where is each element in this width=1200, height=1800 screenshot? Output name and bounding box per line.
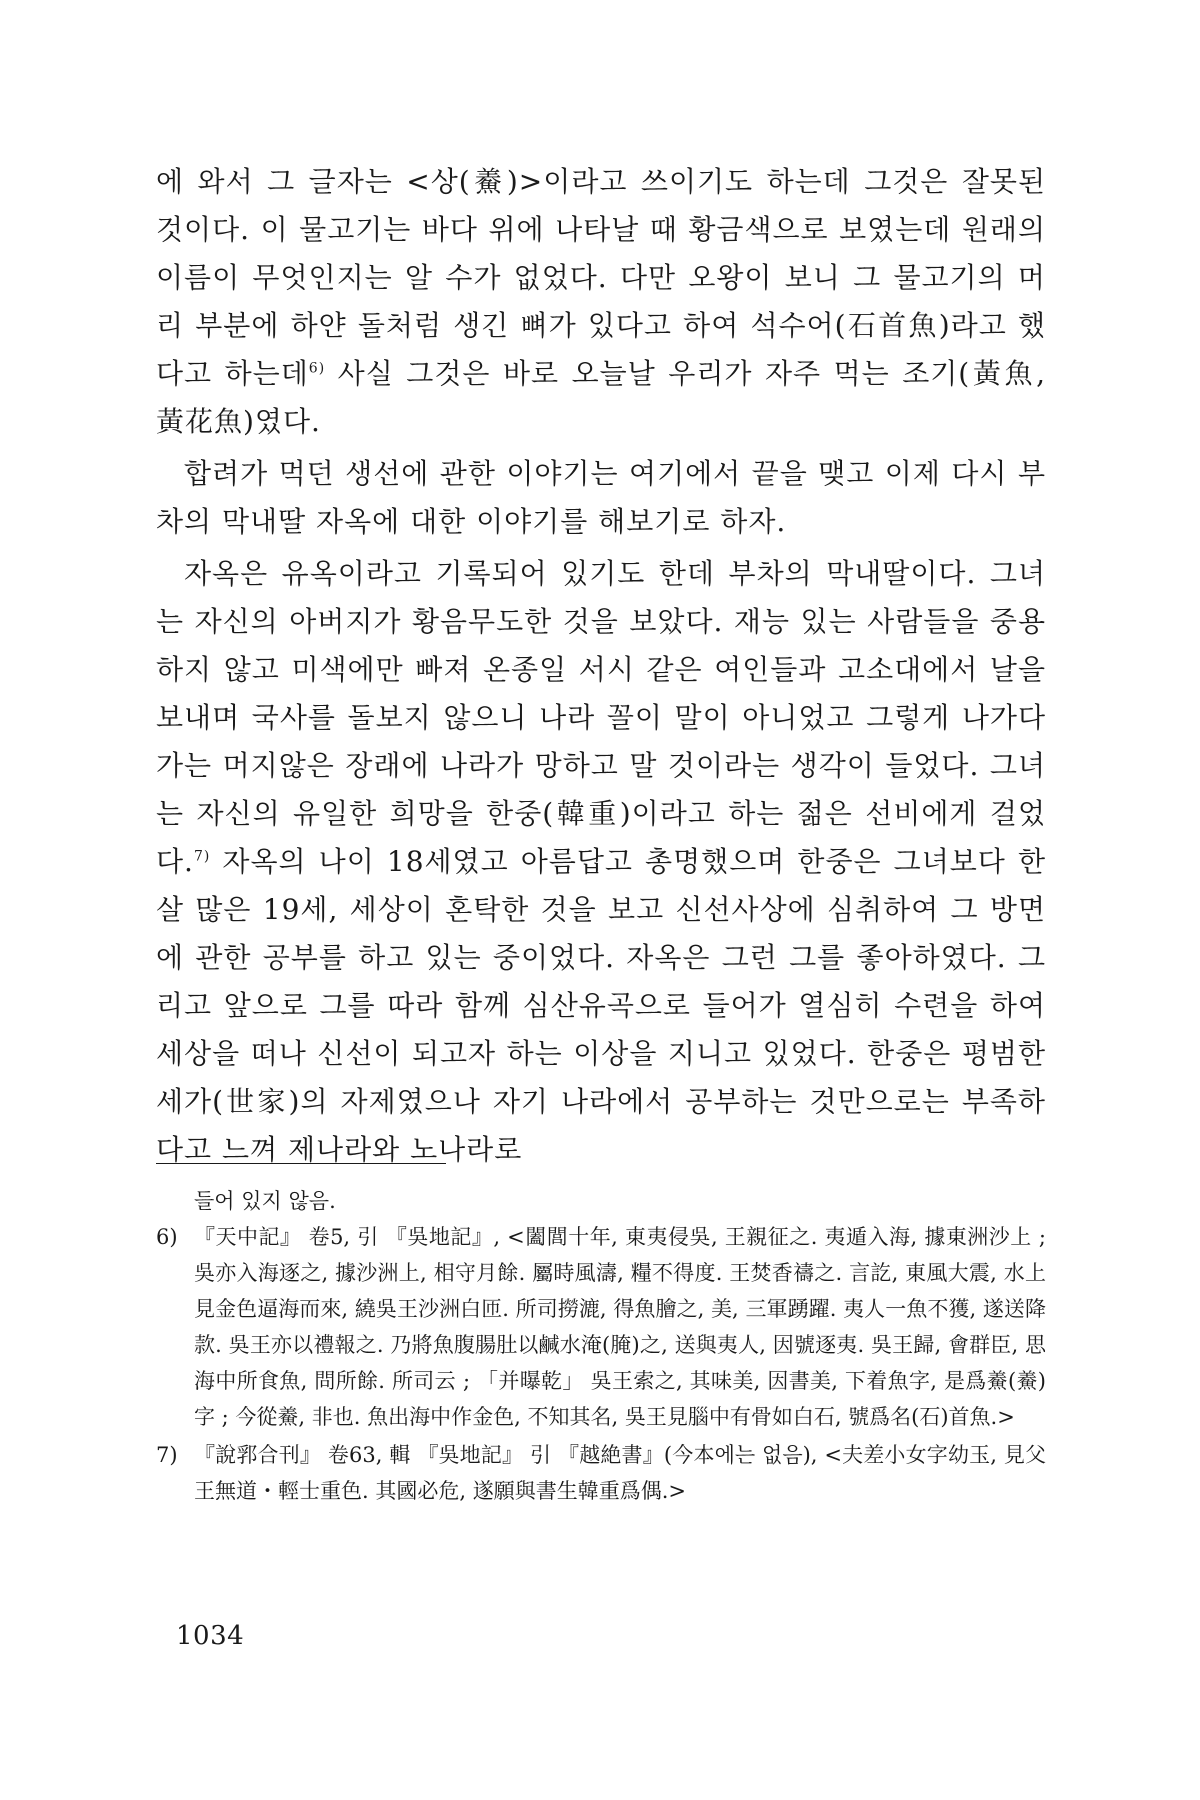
footnote-ref-6: 6)	[308, 360, 326, 377]
footnote-continuation: 들어 있지 않음.	[194, 1189, 336, 1213]
footnote-ref-7: 7)	[193, 848, 211, 865]
paragraph-3	[156, 550, 1046, 1174]
footnote-6	[156, 1219, 1046, 1435]
paragraph-text: 에 와서 그 글자는 <상(鯗)>이라고 쓰이기도 하는데 그것은 잘못된 것이다. 이 물고기는 바다 위에 나타날 때 황금색으로 보였는데 원래의 이름이 무엇인지는 알 수가 없었다. 다만 오왕이 보니 그 물고기의 머리 부분에 하얀 돌처럼 생긴 뼈가 있다고 하여 석수어(石首魚)라고 했다고 하는데	[156, 165, 1046, 390]
footnotes	[156, 1183, 1046, 1511]
footnote-divider	[156, 1163, 446, 1164]
paragraph-text-continued: 자옥의 나이 18세였고 아름답고 총명했으며 한중은 그녀보다 한 살 많은 19세, 세상이 혼탁한 것을 보고 신선사상에 심취하여 그 방면에 관한 공부를 하고 있는 중이었다. 자옥은 그런 그를 좋아하였다. 그리고 앞으로 그를 따라 함께 심산유곡으로 들어가 열심히 수련을 하여 세상을 떠나 신선이 되고자 하는 이상을 지니고 있었다. 한중은 평범한 세가(世家)의 자제였으나 자기 나라에서 공부하는 것만으로는 부족하다고 느껴 제나라와 노나라로	[156, 845, 1046, 1166]
footnote-text: 『天中記』 卷5, 引 『吳地記』, <闔閭十年, 東夷侵吳, 王親征之. 夷遁入海, 據東洲沙上 ; 吳亦入海逐之, 據沙洲上, 相守月餘. 屬時風濤, 糧不得度. 王焚香禱之. 言訖, 東風大震, 水上見金色逼海而來, 繞吳王沙洲白匝. 所司撈漉, 得魚膾之, 美, 三軍踴躍. 夷人一魚不獲, 遂送降款. 吳王亦以禮報之. 乃將魚腹腸肚以鹹水淹(腌)之, 送與夷人, 因號逐夷. 吳王歸, 會群臣, 思海中所食魚, 問所餘. 所司云 ; 「并曝乾」 吳王索之, 其味美, 因書美, 下着魚字, 是爲鯗(鯗)字 ; 今從鯗, 非也. 魚出海中作金色, 不知其名, 吳王見腦中有骨如白石, 號爲名(石)首魚.>	[194, 1225, 1046, 1429]
paragraph-2	[156, 450, 1046, 546]
paragraph-1	[156, 158, 1046, 446]
footnote-number: 6)	[156, 1225, 178, 1249]
footnote-number: 7)	[156, 1443, 178, 1467]
footnote-7	[156, 1437, 1046, 1509]
paragraph-text-continued: 사실 그것은 바로 오늘날 우리가 자주 먹는 조기(黃魚, 黃花魚)였다.	[156, 357, 1046, 438]
footnote-text: 『說郛合刊』 卷63, 輯 『吳地記』 引 『越絶書』(今本에는 없음), <夫差小女字幼玉, 見父王無道・輕士重色. 其國必危, 遂願與書生韓重爲偶.>	[194, 1443, 1046, 1503]
main-text	[156, 158, 1046, 1178]
paragraph-text: 합려가 먹던 생선에 관한 이야기는 여기에서 끝을 맺고 이제 다시 부차의 막내딸 자옥에 대한 이야기를 해보기로 하자.	[156, 457, 1046, 538]
page-number: 1034	[176, 1621, 245, 1651]
paragraph-text: 자옥은 유옥이라고 기록되어 있기도 한데 부차의 막내딸이다. 그녀는 자신의 아버지가 황음무도한 것을 보았다. 재능 있는 사람들을 중용하지 않고 미색에만 빠져 온종일 서시 같은 여인들과 고소대에서 날을 보내며 국사를 돌보지 않으니 나라 꼴이 말이 아니었고 그렇게 나가다가는 머지않은 장래에 나라가 망하고 말 것이라는 생각이 들었다. 그녀는 자신의 유일한 희망을 한중(韓重)이라고 하는 젊은 선비에게 걸었다.	[156, 557, 1046, 878]
